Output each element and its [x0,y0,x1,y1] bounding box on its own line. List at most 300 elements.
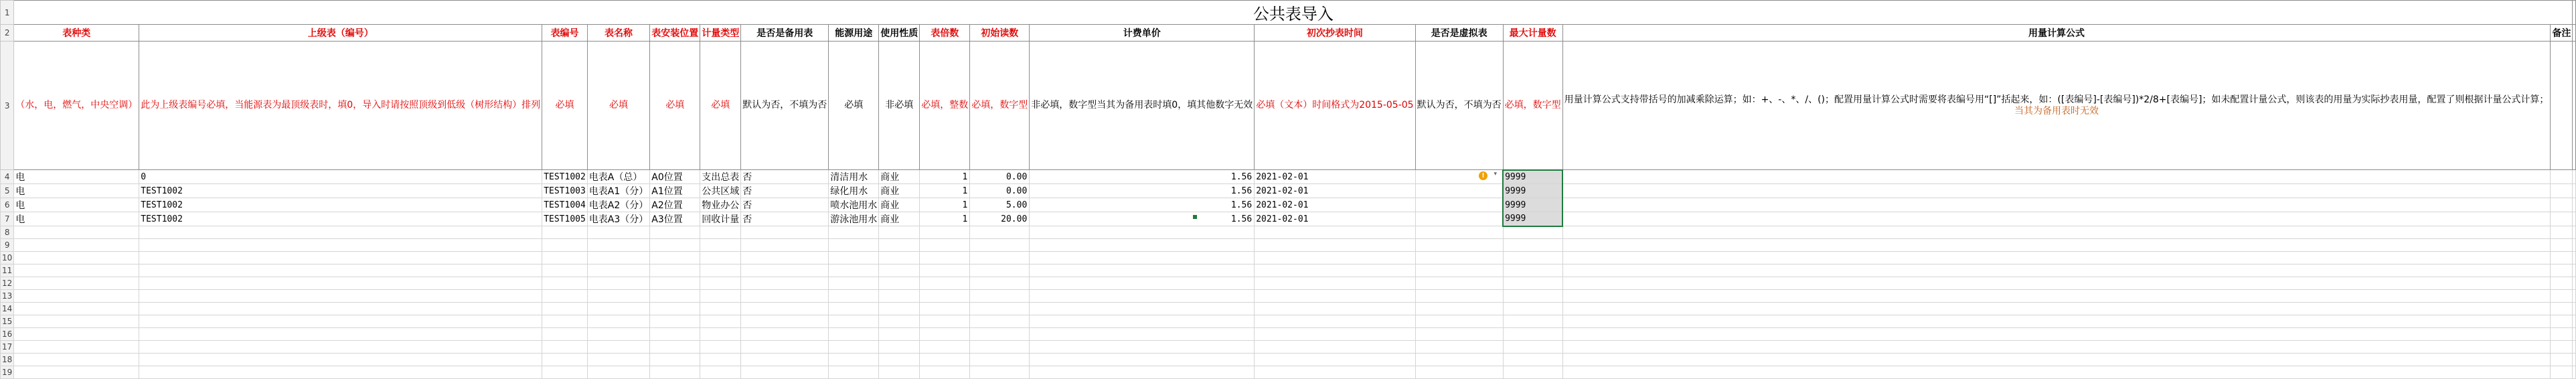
cell[interactable] [2573,366,2576,379]
cell-backup[interactable]: 否 [741,198,829,212]
col-header-name[interactable]: 表名称 [587,25,649,42]
cell[interactable] [829,252,879,264]
cell-formula[interactable] [1562,170,2551,184]
row-header[interactable]: 18 [1,354,14,366]
cell-parent[interactable]: 0 [139,170,542,184]
col-header-first-date[interactable]: 初次抄表时间 [1255,25,1415,42]
cell[interactable] [139,303,542,315]
sheet-title[interactable]: 公共表导入 [14,1,2573,25]
desc-code[interactable]: 必填 [542,42,588,170]
cell[interactable] [741,341,829,354]
cell[interactable] [587,354,649,366]
cell[interactable] [741,226,829,239]
cell[interactable] [14,290,139,303]
cell[interactable] [879,341,920,354]
cell[interactable] [2573,1,2576,25]
cell[interactable] [14,239,139,252]
row-header[interactable]: 12 [1,277,14,290]
cell[interactable] [1030,354,1255,366]
cell[interactable] [700,315,741,328]
cell[interactable] [829,277,879,290]
cell-nature[interactable]: 商业 [879,198,920,212]
cell-initial[interactable]: 20.00 [970,212,1030,226]
cell[interactable] [970,264,1030,277]
cell[interactable] [700,341,741,354]
cell[interactable] [829,303,879,315]
cell-meter-kind[interactable]: 回收计量 [700,212,741,226]
cell[interactable] [1030,328,1255,341]
col-header-code[interactable]: 表编号 [542,25,588,42]
cell[interactable] [741,366,829,379]
col-header-max[interactable]: 最大计量数 [1503,25,1562,42]
desc-backup[interactable]: 默认为否，不填为否 [741,42,829,170]
row-header[interactable]: 4 [1,170,14,184]
cell[interactable] [2551,252,2573,264]
col-header-type[interactable]: 表种类 [14,25,139,42]
cell[interactable] [1503,290,1562,303]
row-header[interactable]: 8 [1,226,14,239]
cell[interactable] [139,264,542,277]
cell[interactable] [14,354,139,366]
row-header[interactable]: 19 [1,366,14,379]
cell-first-date[interactable]: 2021-02-01 [1255,170,1415,184]
cell[interactable] [2573,315,2576,328]
cell[interactable] [970,239,1030,252]
cell[interactable] [970,303,1030,315]
cell[interactable] [879,277,920,290]
cell[interactable] [970,315,1030,328]
cell[interactable] [139,366,542,379]
cell[interactable] [700,226,741,239]
cell[interactable] [1030,315,1255,328]
row-header[interactable]: 16 [1,328,14,341]
cell[interactable] [829,366,879,379]
cell-name[interactable]: 电表A1（分） [587,184,649,198]
cell[interactable] [2573,303,2576,315]
cell[interactable] [970,328,1030,341]
cell[interactable] [970,341,1030,354]
cell[interactable] [879,328,920,341]
cell[interactable] [139,290,542,303]
cell[interactable] [1415,277,1503,290]
cell[interactable] [829,328,879,341]
cell-type[interactable]: 电 [14,170,139,184]
cell[interactable] [829,354,879,366]
cell[interactable] [542,239,588,252]
col-header-price[interactable]: 计费单价 [1030,25,1255,42]
cell-max[interactable]: 9999 [1503,212,1562,226]
cell[interactable] [1503,341,1562,354]
cell[interactable] [2551,354,2573,366]
cell[interactable] [139,315,542,328]
cell[interactable] [920,303,970,315]
cell[interactable] [650,303,700,315]
cell[interactable] [1030,264,1255,277]
cell[interactable] [2551,277,2573,290]
cell-parent[interactable]: TEST1002 [139,212,542,226]
cell[interactable] [829,290,879,303]
desc-multiplier[interactable]: 必填，整数 [920,42,970,170]
cell[interactable] [2573,170,2576,184]
cell[interactable] [920,290,970,303]
cell-location[interactable]: A0位置 [650,170,700,184]
cell[interactable] [1562,239,2551,252]
cell[interactable] [879,226,920,239]
cell[interactable] [741,239,829,252]
cell[interactable] [970,354,1030,366]
cell[interactable] [1255,303,1415,315]
cell-formula[interactable] [1562,198,2551,212]
desc-meter-kind[interactable]: 必填 [700,42,741,170]
cell-type[interactable]: 电 [14,198,139,212]
cell[interactable] [1415,226,1503,239]
cell[interactable] [700,290,741,303]
cell[interactable] [542,341,588,354]
cell[interactable] [700,354,741,366]
cell[interactable] [2573,184,2576,198]
cell[interactable] [2573,264,2576,277]
cell[interactable] [1255,252,1415,264]
cell[interactable] [1562,277,2551,290]
cell[interactable] [650,239,700,252]
cell[interactable] [1562,264,2551,277]
cell-multiplier[interactable]: 1 [920,198,970,212]
cell[interactable] [14,252,139,264]
cell[interactable] [741,277,829,290]
cell[interactable] [2573,239,2576,252]
cell[interactable] [587,290,649,303]
cell[interactable] [587,239,649,252]
row-header[interactable]: 15 [1,315,14,328]
cell[interactable] [829,226,879,239]
row-header[interactable]: 14 [1,303,14,315]
cell[interactable] [1415,366,1503,379]
cell[interactable] [1255,226,1415,239]
cell[interactable] [741,315,829,328]
cell[interactable] [587,303,649,315]
cell[interactable] [587,315,649,328]
cell[interactable] [1503,239,1562,252]
cell[interactable] [741,290,829,303]
cell[interactable] [587,264,649,277]
cell[interactable] [587,366,649,379]
cell[interactable] [920,252,970,264]
cell[interactable] [2573,354,2576,366]
row-header[interactable]: 3 [1,42,14,170]
cell-location[interactable]: A3位置 [650,212,700,226]
cell[interactable] [1030,366,1255,379]
cell[interactable] [14,366,139,379]
cell[interactable] [14,226,139,239]
cell-initial[interactable]: 0.00 [970,184,1030,198]
cell[interactable] [920,315,970,328]
cell[interactable] [879,264,920,277]
desc-max[interactable]: 必填，数字型 [1503,42,1562,170]
cell[interactable] [1562,303,2551,315]
cell-type[interactable]: 电 [14,212,139,226]
cell-code[interactable]: TEST1005 [542,212,588,226]
cell[interactable] [542,226,588,239]
cell[interactable] [2551,290,2573,303]
cell-price[interactable]: 1.56 [1030,212,1255,226]
cell[interactable] [1503,354,1562,366]
cell-code[interactable]: TEST1002 [542,170,588,184]
cell[interactable] [542,354,588,366]
cell[interactable] [2573,212,2576,226]
desc-type[interactable]: （水，电，燃气，中央空调） [14,42,139,170]
cell-formula[interactable] [1562,184,2551,198]
cell[interactable] [1255,290,1415,303]
cell[interactable] [14,341,139,354]
cell[interactable] [700,264,741,277]
cell[interactable] [970,252,1030,264]
cell[interactable] [542,303,588,315]
desc-remark[interactable] [2551,42,2573,170]
cell[interactable] [700,252,741,264]
cell[interactable] [1415,341,1503,354]
cell[interactable] [700,239,741,252]
cell[interactable] [2551,303,2573,315]
cell[interactable] [879,252,920,264]
cell-remark[interactable] [2551,184,2573,198]
cell[interactable] [2551,264,2573,277]
cell-meter-kind[interactable]: 公共区域 [700,184,741,198]
cell[interactable] [1415,239,1503,252]
cell[interactable] [829,341,879,354]
cell[interactable] [1030,252,1255,264]
cell[interactable] [542,290,588,303]
cell[interactable] [542,328,588,341]
cell[interactable] [2573,290,2576,303]
cell[interactable] [1503,277,1562,290]
cell[interactable] [542,252,588,264]
cell[interactable] [920,239,970,252]
cell-price[interactable]: 1.56 [1030,198,1255,212]
row-header[interactable]: 10 [1,252,14,264]
cell[interactable] [970,226,1030,239]
exclamation-circle-icon[interactable]: ! [1479,171,1487,180]
cell[interactable] [2551,341,2573,354]
cell[interactable] [1562,290,2551,303]
cell[interactable] [1503,303,1562,315]
cell-nature[interactable]: 商业 [879,212,920,226]
cell[interactable] [829,315,879,328]
cell[interactable] [2573,252,2576,264]
cell[interactable] [650,315,700,328]
cell-price[interactable]: 1.56 [1030,170,1255,184]
cell[interactable] [14,264,139,277]
cell[interactable] [139,252,542,264]
cell[interactable] [879,354,920,366]
col-header-meter-kind[interactable]: 计量类型 [700,25,741,42]
row-header[interactable]: 1 [1,1,14,25]
cell-backup[interactable]: 否 [741,170,829,184]
cell[interactable] [542,315,588,328]
cell[interactable] [741,303,829,315]
cell[interactable] [879,366,920,379]
cell[interactable] [1503,315,1562,328]
cell[interactable] [1255,277,1415,290]
cell[interactable] [2551,315,2573,328]
cell[interactable] [970,290,1030,303]
cell[interactable] [2573,42,2576,170]
col-header-remark[interactable]: 备注 [2551,25,2573,42]
cell[interactable] [587,252,649,264]
row-header[interactable]: 6 [1,198,14,212]
cell[interactable] [1562,226,2551,239]
cell[interactable] [1415,290,1503,303]
cell[interactable] [650,354,700,366]
cell[interactable] [542,366,588,379]
col-header-purpose[interactable]: 能源用途 [829,25,879,42]
cell-parent[interactable]: TEST1002 [139,184,542,198]
cell-location[interactable]: A2位置 [650,198,700,212]
desc-parent[interactable]: 此为上级表编号必填，当能源表为最顶级表时，填0，导入时请按照顶级到低级（树形结构）排列 [139,42,542,170]
col-header-backup[interactable]: 是否是备用表 [741,25,829,42]
cell[interactable] [1030,226,1255,239]
cell[interactable] [1030,341,1255,354]
cell[interactable] [920,264,970,277]
cell[interactable] [2573,198,2576,212]
cell[interactable] [587,328,649,341]
cell-remark[interactable] [2551,170,2573,184]
col-header-formula[interactable]: 用量计算公式 [1562,25,2551,42]
cell[interactable] [2551,328,2573,341]
cell-multiplier[interactable]: 1 [920,212,970,226]
cell[interactable] [1255,264,1415,277]
cell[interactable] [879,303,920,315]
cell[interactable] [650,226,700,239]
chevron-down-icon[interactable]: ▾ [1494,171,1498,177]
cell[interactable] [14,277,139,290]
cell-first-date[interactable]: 2021-02-01 [1255,212,1415,226]
cell[interactable] [1415,354,1503,366]
col-header-virtual[interactable]: 是否是虚拟表 [1415,25,1503,42]
cell[interactable] [587,277,649,290]
cell[interactable] [1415,264,1503,277]
cell[interactable] [1503,264,1562,277]
cell[interactable] [2551,239,2573,252]
row-header[interactable]: 13 [1,290,14,303]
cell-parent[interactable]: TEST1002 [139,198,542,212]
cell-purpose[interactable]: 喷水池用水 [829,198,879,212]
cell[interactable] [741,264,829,277]
cell-virtual[interactable] [1415,198,1503,212]
cell[interactable] [1562,354,2551,366]
cell[interactable] [2573,277,2576,290]
cell-meter-kind[interactable]: 支出总表 [700,170,741,184]
cell-name[interactable]: 电表A2（分） [587,198,649,212]
cell-multiplier[interactable]: 1 [920,184,970,198]
cell[interactable] [650,328,700,341]
cell[interactable] [650,290,700,303]
cell[interactable] [1255,315,1415,328]
cell[interactable] [1415,252,1503,264]
desc-location[interactable]: 必填 [650,42,700,170]
desc-name[interactable]: 必填 [587,42,649,170]
cell[interactable] [139,341,542,354]
cell[interactable] [1030,290,1255,303]
cell[interactable] [650,264,700,277]
col-header-multiplier[interactable]: 表倍数 [920,25,970,42]
cell[interactable] [1255,328,1415,341]
cell-purpose[interactable]: 绿化用水 [829,184,879,198]
cell[interactable] [139,239,542,252]
desc-price[interactable]: 非必填，数字型当其为备用表时填0，填其他数字无效 [1030,42,1255,170]
cell[interactable] [1255,366,1415,379]
cell-virtual[interactable] [1415,184,1503,198]
cell[interactable] [1255,354,1415,366]
cell[interactable] [741,354,829,366]
cell[interactable] [1562,328,2551,341]
col-header-location[interactable]: 表安装位置 [650,25,700,42]
cell[interactable] [920,354,970,366]
cell-first-date[interactable]: 2021-02-01 [1255,198,1415,212]
cell[interactable] [2573,328,2576,341]
cell-virtual[interactable] [1415,170,1503,184]
cell-remark[interactable] [2551,212,2573,226]
cell[interactable] [829,239,879,252]
cell[interactable] [2551,226,2573,239]
cell-purpose[interactable]: 清洁用水 [829,170,879,184]
cell-meter-kind[interactable]: 物业办公 [700,198,741,212]
desc-virtual[interactable]: 默认为否，不填为否 [1415,42,1503,170]
cell[interactable] [1030,277,1255,290]
cell[interactable] [650,341,700,354]
cell[interactable] [879,239,920,252]
cell-code[interactable]: TEST1003 [542,184,588,198]
col-header-initial[interactable]: 初始读数 [970,25,1030,42]
cell[interactable] [2573,226,2576,239]
cell[interactable] [14,315,139,328]
cell-max[interactable]: 9999 [1503,170,1562,184]
cell[interactable] [741,252,829,264]
cell[interactable] [14,328,139,341]
desc-formula[interactable] [1562,42,2551,170]
cell[interactable] [700,277,741,290]
cell[interactable] [1030,303,1255,315]
cell-formula[interactable] [1562,212,2551,226]
cell-name[interactable]: 电表A3（分） [587,212,649,226]
row-header[interactable]: 2 [1,25,14,42]
cell-remark[interactable] [2551,198,2573,212]
cell[interactable] [920,366,970,379]
cell[interactable] [139,354,542,366]
cell[interactable] [920,277,970,290]
cell-virtual[interactable] [1415,212,1503,226]
cell[interactable] [1562,315,2551,328]
cell[interactable] [650,366,700,379]
desc-nature[interactable]: 非必填 [879,42,920,170]
cell[interactable] [1415,303,1503,315]
row-header[interactable]: 11 [1,264,14,277]
col-header-parent[interactable]: 上级表（编号） [139,25,542,42]
cell[interactable] [1030,239,1255,252]
cell[interactable] [1562,341,2551,354]
cell-type[interactable]: 电 [14,184,139,198]
cell-location[interactable]: A1位置 [650,184,700,198]
desc-initial[interactable]: 必填，数字型 [970,42,1030,170]
cell[interactable] [970,277,1030,290]
cell-initial[interactable]: 0.00 [970,170,1030,184]
cell[interactable] [920,328,970,341]
cell[interactable] [542,277,588,290]
cell[interactable] [1503,226,1562,239]
cell[interactable] [139,328,542,341]
cell-max[interactable]: 9999 [1503,184,1562,198]
cell[interactable] [1562,252,2551,264]
cell-nature[interactable]: 商业 [879,184,920,198]
